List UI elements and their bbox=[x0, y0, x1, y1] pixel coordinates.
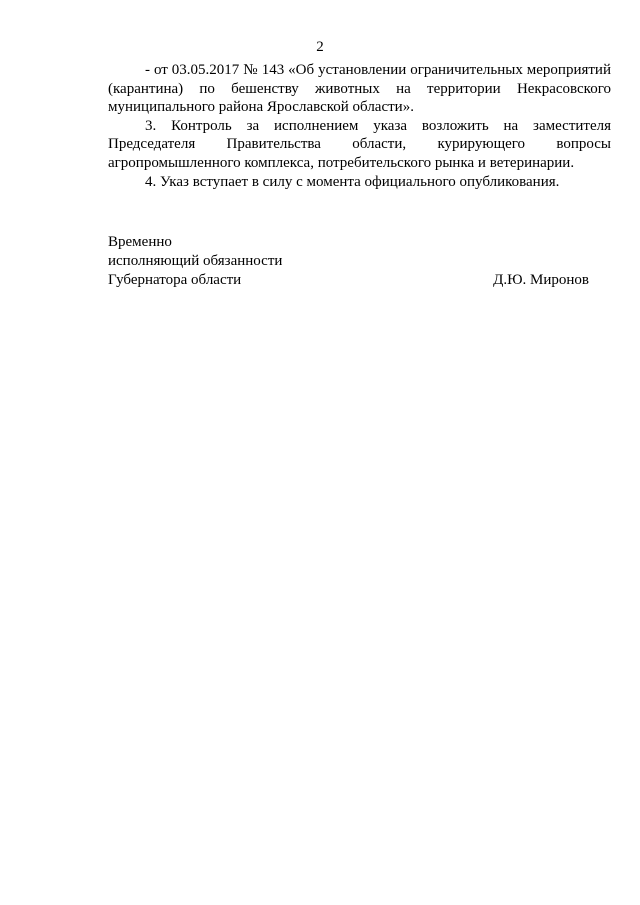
signature-title-line-3: Губернатора области bbox=[108, 272, 242, 288]
document-body bbox=[108, 61, 611, 191]
signature-row bbox=[108, 271, 611, 290]
signature-title-line-2: исполняющий обязанности bbox=[108, 253, 283, 269]
paragraph-decree-reference: - от 03.05.2017 № 143 «Об установлении ограничительных мероприятий (карантина) по бешенству животных на территории Некрасовского муниципального района Ярославской области». bbox=[108, 62, 611, 116]
paragraph-effective-clause: 4. Указ вступает в силу с момента официального опубликования. bbox=[145, 173, 560, 190]
signature-title-line-1: Временно bbox=[108, 234, 172, 250]
page-number: 2 bbox=[316, 39, 324, 55]
signature-block bbox=[108, 233, 611, 290]
signatory-name: Д.Ю. Миронов bbox=[493, 272, 589, 288]
paragraph-control-clause: 3. Контроль за исполнением указа возложить на заместителя Председателя Правительства области, курирующего вопросы агропромышленного комплекса, потребительского рынка и ветеринарии. bbox=[108, 117, 611, 171]
